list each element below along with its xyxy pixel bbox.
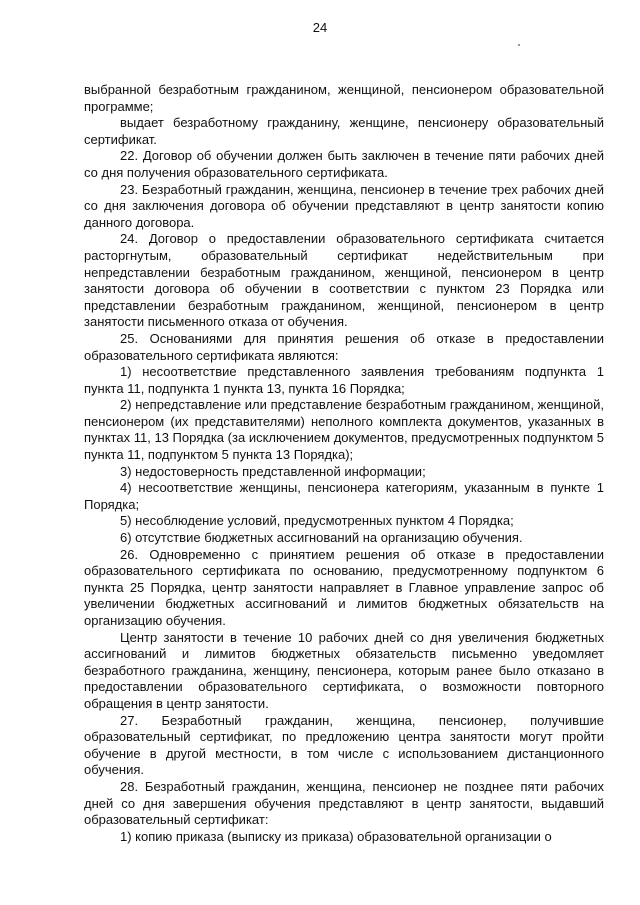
paragraph: Центр занятости в течение 10 рабочих дней со дня увеличения бюджетных ассигнований и лимитов бюджетных обязательств письменно уведомляет безработного гражданина, женщину, пенсионера, которым ранее было отказано в предоставлении образовательного сертификата, о возможности повторного обращения в центр занятости. bbox=[84, 629, 604, 711]
paragraph: 28. Безработный гражданин, женщина, пенсионер не позднее пяти рабочих дней со дня завершения обучения представляют в центр занятости, выдавший образовательный сертификат: bbox=[84, 778, 604, 828]
page-number: 24 bbox=[312, 20, 328, 35]
paragraph: 23. Безработный гражданин, женщина, пенсионер в течение трех рабочих дней со дня заключения договора об обучении представляют в центр занятости копию данного договора. bbox=[84, 181, 604, 230]
paragraph: 3) недостоверность представленной информации; bbox=[120, 463, 426, 479]
paragraph: выдает безработному гражданину, женщине, пенсионеру образовательный сертификат. bbox=[84, 115, 604, 147]
scan-artifact bbox=[518, 44, 520, 46]
paragraph: 22. Договор об обучении должен быть заключен в течение пяти рабочих дней со дня получения образовательного сертификата. bbox=[84, 148, 604, 180]
paragraph: 27. Безработный гражданин, женщина, пенсионер, получившие образовательный сертификат, по предложению центра занятости могут пройти обучение в другой местности, в том числе с использованием дистанционного обучения. bbox=[84, 712, 604, 778]
paragraph: выбранной безработным гражданином, женщиной, пенсионером образовательной программе; bbox=[84, 82, 604, 114]
paragraph: 26. Одновременно с принятием решения об отказе в предоставлении образовательного сертификата по основанию, предусмотренному подпунктом 6 пункта 25 Порядка, центр занятости направляет в Главное управление запрос об увеличении бюджетных ассигнований и лимитов бюджетных обязательств на организацию обучения. bbox=[84, 546, 604, 628]
paragraph: 1) несоответствие представленного заявления требованиям подпункта 1 пункта 11, подпункта 1 пункта 13, пункта 16 Порядка; bbox=[84, 364, 604, 396]
paragraph: 1) копию приказа (выписку из приказа) образовательной организации о bbox=[120, 828, 552, 844]
paragraph: 25. Основаниями для принятия решения об отказе в предоставлении образовательного сертификата являются: bbox=[84, 330, 604, 363]
document-body bbox=[84, 82, 604, 845]
paragraph: 4) несоответствие женщины, пенсионера категориям, указанным в пункте 1 Порядка; bbox=[84, 480, 604, 512]
paragraph: 24. Договор о предоставлении образовательного сертификата считается расторгнутым, образовательный сертификат недействительным при непредставлении безработным гражданином, женщиной, пенсионером в центр занятости договора об обучении в соответствии с пунктом 23 Порядка или представлении безработным гражданином, женщиной, пенсионером в центр занятости письменного отказа от обучения. bbox=[84, 231, 604, 330]
paragraph: 6) отсутствие бюджетных ассигнований на организацию обучения. bbox=[120, 530, 523, 546]
paragraph: 5) несоблюдение условий, предусмотренных пунктом 4 Порядка; bbox=[120, 513, 514, 529]
paragraph: 2) непредставление или представление безработным гражданином, женщиной, пенсионером (их представителями) неполного комплекта документов, указанных в пунктах 11, 13 Порядка (за исключением документов, предусмотренных подпунктом 5 пункта 11, подпунктом 5 пункта 13 Порядка); bbox=[84, 397, 604, 463]
